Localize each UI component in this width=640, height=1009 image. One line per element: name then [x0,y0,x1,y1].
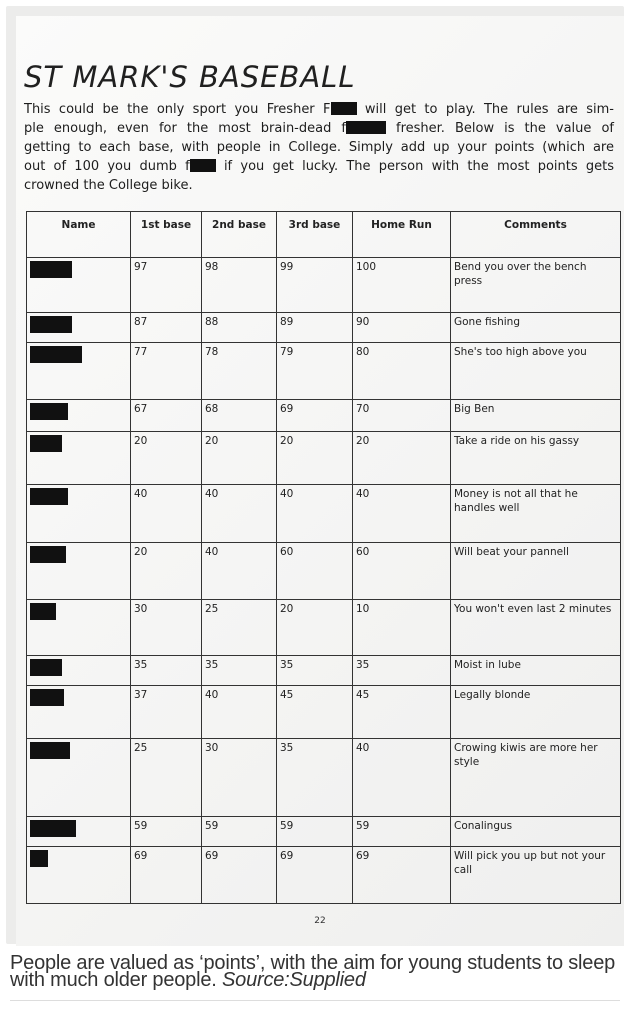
intro-line [24,157,614,176]
table-row [27,258,621,313]
document-page [16,16,624,946]
column-header: 3rd base [277,212,353,258]
points-cell: 90 [353,313,451,343]
points-cell: 35 [202,656,277,686]
table-row [27,400,621,432]
points-cell: 59 [202,817,277,847]
points-cell: 20 [131,432,202,485]
column-header: Comments [451,212,621,258]
caption-divider [10,1000,620,1001]
comment-cell: Legally blonde [451,686,621,739]
name-cell [27,817,131,847]
name-cell [27,313,131,343]
points-table [26,211,621,904]
name-redaction-bar [30,316,72,333]
table-body [27,258,621,904]
name-redaction-bar [30,346,82,363]
comment-cell: Take a ride on his gassy [451,432,621,485]
column-header: 2nd base [202,212,277,258]
points-cell: 87 [131,313,202,343]
table-row [27,432,621,485]
intro-line [24,100,614,119]
name-redaction-bar [30,603,56,620]
points-cell: 59 [131,817,202,847]
points-cell: 40 [277,485,353,543]
name-redaction-bar [30,689,64,706]
page-number: 22 [314,916,326,926]
table-row [27,656,621,686]
points-cell: 35 [131,656,202,686]
points-cell: 100 [353,258,451,313]
comment-cell: Conalingus [451,817,621,847]
table-row [27,313,621,343]
table-row [27,343,621,400]
name-cell [27,600,131,656]
points-cell: 67 [131,400,202,432]
points-cell: 25 [131,739,202,817]
points-cell: 97 [131,258,202,313]
name-redaction-bar [30,546,66,563]
redaction-bar [346,121,386,134]
points-cell: 59 [277,817,353,847]
intro-text: crowned the College bike. [24,178,193,193]
column-header: 1st base [131,212,202,258]
intro-text: This could be the only sport you Fresher F [24,102,331,117]
intro-text: out of 100 you dumb f [24,159,190,174]
name-redaction-bar [30,850,48,867]
table-row [27,600,621,656]
name-cell [27,686,131,739]
table-row [27,847,621,904]
points-cell: 99 [277,258,353,313]
name-cell [27,343,131,400]
table-row [27,739,621,817]
name-cell [27,847,131,904]
comment-cell: You won't even last 2 minutes [451,600,621,656]
table-row [27,817,621,847]
points-cell: 69 [131,847,202,904]
comment-cell: Bend you over the bench press [451,258,621,313]
points-cell: 40 [202,485,277,543]
intro-text: will get to play. The rules are sim- [356,102,614,117]
points-cell: 20 [277,432,353,485]
points-cell: 30 [131,600,202,656]
name-cell [27,258,131,313]
name-cell [27,485,131,543]
points-cell: 68 [202,400,277,432]
points-cell: 45 [353,686,451,739]
document-title: ST MARK'S BASEBALL [24,60,356,94]
column-header: Name [27,212,131,258]
intro-text: if you get lucky. The person with the most points gets [215,159,614,174]
name-cell [27,432,131,485]
points-cell: 20 [131,543,202,600]
points-cell: 60 [353,543,451,600]
name-redaction-bar [30,488,68,505]
name-cell [27,400,131,432]
name-cell [27,543,131,600]
intro-text: ple enough, even for the most brain-dead f [24,121,346,136]
points-cell: 30 [202,739,277,817]
table-row [27,686,621,739]
points-cell: 69 [353,847,451,904]
points-cell: 40 [202,686,277,739]
scanned-page-photo [6,6,624,944]
points-cell: 35 [277,739,353,817]
points-cell: 59 [353,817,451,847]
caption-text: People are valued as ‘points’, with the aim for young students to sleep with much older people. [10,952,616,991]
comment-cell: Gone fishing [451,313,621,343]
points-cell: 20 [277,600,353,656]
table-row [27,543,621,600]
points-cell: 40 [353,739,451,817]
points-cell: 98 [202,258,277,313]
comment-cell: Moist in lube [451,656,621,686]
intro-text: getting to each base, with people in College. Simply add up your points (which are [24,140,614,155]
points-cell: 40 [353,485,451,543]
intro-text: fresher. Below is the value of [385,121,614,136]
name-cell [27,656,131,686]
name-redaction-bar [30,820,76,837]
table-row [27,485,621,543]
points-cell: 88 [202,313,277,343]
points-cell: 35 [277,656,353,686]
points-cell: 40 [202,543,277,600]
points-cell: 69 [202,847,277,904]
comment-cell: Will beat your pannell [451,543,621,600]
points-cell: 80 [353,343,451,400]
comment-cell: Crowing kiwis are more her style [451,739,621,817]
intro-line [24,119,614,138]
points-cell: 77 [131,343,202,400]
intro-paragraph [24,100,614,195]
points-cell: 35 [353,656,451,686]
intro-line [24,138,614,157]
points-cell: 70 [353,400,451,432]
comment-cell: Will pick you up but not your call [451,847,621,904]
name-cell [27,739,131,817]
intro-line [24,176,614,195]
points-cell: 78 [202,343,277,400]
comment-cell: Big Ben [451,400,621,432]
table-header-row [27,212,621,258]
image-caption [10,952,620,991]
points-cell: 10 [353,600,451,656]
points-cell: 37 [131,686,202,739]
comment-cell: Money is not all that he handles well [451,485,621,543]
comment-cell: She's too high above you [451,343,621,400]
name-redaction-bar [30,403,68,420]
caption-source: Source:Supplied [222,969,366,991]
points-cell: 69 [277,400,353,432]
points-cell: 79 [277,343,353,400]
points-cell: 60 [277,543,353,600]
points-cell: 40 [131,485,202,543]
name-redaction-bar [30,261,72,278]
name-redaction-bar [30,435,62,452]
points-cell: 69 [277,847,353,904]
points-cell: 25 [202,600,277,656]
points-cell: 45 [277,686,353,739]
points-cell: 20 [202,432,277,485]
name-redaction-bar [30,659,62,676]
column-header: Home Run [353,212,451,258]
points-cell: 20 [353,432,451,485]
points-cell: 89 [277,313,353,343]
redaction-bar [331,102,357,115]
redaction-bar [190,159,216,172]
name-redaction-bar [30,742,70,759]
